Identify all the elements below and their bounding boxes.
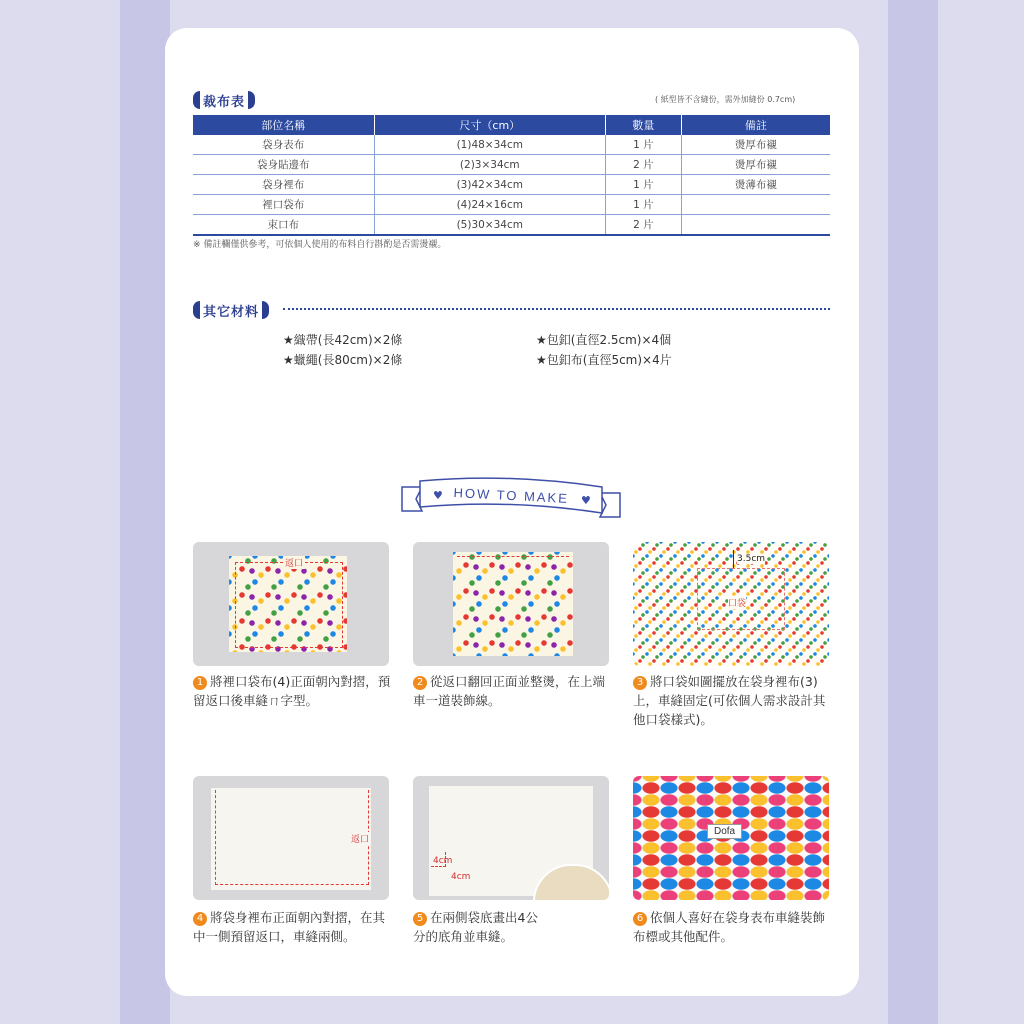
cell-note: 燙厚布襯 bbox=[681, 135, 830, 155]
step-1 bbox=[193, 672, 393, 710]
materials-divider bbox=[283, 308, 830, 310]
table-row bbox=[193, 175, 830, 195]
pocket-fabric bbox=[453, 552, 573, 656]
step1-photo bbox=[193, 542, 389, 666]
cell-part: 裡口袋布 bbox=[193, 195, 374, 215]
cut-table-header-row bbox=[193, 115, 830, 135]
step-text: 在兩側袋底畫出4公分的底角並車縫。 bbox=[413, 910, 538, 944]
step-6 bbox=[633, 908, 833, 946]
step-text: 依個人喜好在袋身表布車縫裝飾布標或其他配件。 bbox=[633, 910, 826, 944]
cell-qty: 2 片 bbox=[606, 215, 682, 236]
materials-heading bbox=[193, 301, 269, 319]
stitch-line bbox=[235, 562, 343, 648]
heart-icon: ♥ bbox=[581, 494, 591, 507]
cell-size: (2)3×34cm bbox=[374, 155, 606, 175]
step-text: 從返口翻回正面並整燙，在上端車一道裝飾線。 bbox=[413, 674, 606, 708]
material-item: ★包釦(直徑2.5cm)×4個 bbox=[536, 333, 672, 347]
step-number-badge: 3 bbox=[633, 676, 647, 690]
step6-photo bbox=[633, 776, 829, 900]
seam-allowance-note: ( 紙型皆不含縫份，需外加縫份 0.7cm) bbox=[655, 95, 796, 104]
table-row bbox=[193, 215, 830, 236]
cell-qty: 2 片 bbox=[606, 155, 682, 175]
opening-label: 返口 bbox=[283, 556, 305, 569]
cell-note: 燙薄布襯 bbox=[681, 175, 830, 195]
step2-photo bbox=[413, 542, 609, 666]
step-5 bbox=[413, 908, 543, 946]
opening-label: 返口 bbox=[351, 832, 369, 845]
cut-table-title: 裁布表 bbox=[203, 94, 246, 110]
step4-photo bbox=[193, 776, 389, 900]
topstitch-line bbox=[457, 556, 569, 557]
material-item: ★織帶(長42cm)×2條 bbox=[283, 333, 403, 347]
stitch-line bbox=[215, 790, 369, 885]
step-number-badge: 4 bbox=[193, 912, 207, 926]
table-row bbox=[193, 135, 830, 155]
step-number-badge: 6 bbox=[633, 912, 647, 926]
cell-size: (4)24×16cm bbox=[374, 195, 606, 215]
cell-size: (1)48×34cm bbox=[374, 135, 606, 155]
cell-qty: 1 片 bbox=[606, 135, 682, 155]
step-text: 將袋身裡布正面朝內對摺，在其中一側預留返口，車縫兩側。 bbox=[193, 910, 386, 944]
measure-line bbox=[733, 550, 734, 568]
cell-part: 束口布 bbox=[193, 215, 374, 236]
step-4 bbox=[193, 908, 393, 946]
header-quantity: 數量 bbox=[606, 115, 682, 135]
cell-size: (5)30×34cm bbox=[374, 215, 606, 236]
left-decor-band bbox=[120, 0, 170, 1024]
header-notes: 備註 bbox=[681, 115, 830, 135]
how-to-make-banner bbox=[400, 475, 622, 523]
cell-part: 袋身裡布 bbox=[193, 175, 374, 195]
material-item: ★包釦布(直徑5cm)×4片 bbox=[536, 353, 672, 367]
table-footnote: ※ 備註欄僅供參考，可依個人使用的布料自行斟酌是否需燙襯。 bbox=[193, 240, 447, 250]
corner-label-b: 4cm bbox=[451, 872, 471, 882]
materials-title: 其它材料 bbox=[203, 304, 260, 320]
step5-photo bbox=[413, 776, 609, 900]
measure-label: 3.5cm bbox=[737, 554, 766, 564]
cell-part: 袋身貼邊布 bbox=[193, 155, 374, 175]
cut-table bbox=[193, 115, 830, 236]
step-text: 將口袋如圖擺放在袋身裡布(3)上，車縫固定(可依個人需求設計其他口袋樣式)。 bbox=[633, 674, 826, 727]
cell-qty: 1 片 bbox=[606, 175, 682, 195]
cell-part: 袋身表布 bbox=[193, 135, 374, 155]
header-part-name: 部位名稱 bbox=[193, 115, 374, 135]
heart-icon: ♥ bbox=[433, 489, 443, 502]
cell-size: (3)42×34cm bbox=[374, 175, 606, 195]
cut-table-heading bbox=[193, 91, 255, 109]
step-text: 將裡口袋布(4)正面朝內對摺，預留返口後車縫ㄇ字型。 bbox=[193, 674, 391, 708]
cell-qty: 1 片 bbox=[606, 195, 682, 215]
step-number-badge: 2 bbox=[413, 676, 427, 690]
step-number-badge: 1 bbox=[193, 676, 207, 690]
right-decor-band bbox=[888, 0, 938, 1024]
corner-label-a: 4cm bbox=[433, 856, 453, 866]
step-3 bbox=[633, 672, 833, 729]
pocket-label: 口袋 bbox=[728, 596, 746, 609]
cell-note bbox=[681, 195, 830, 215]
banner-text: HOW TO MAKE bbox=[453, 484, 570, 507]
step-number-badge: 5 bbox=[413, 912, 427, 926]
step-2 bbox=[413, 672, 613, 710]
header-size: 尺寸（cm） bbox=[374, 115, 606, 135]
table-row bbox=[193, 155, 830, 175]
material-item: ★蠟繩(長80cm)×2條 bbox=[283, 353, 403, 367]
step3-photo bbox=[633, 542, 829, 666]
table-row bbox=[193, 195, 830, 215]
cell-note: 燙厚布襯 bbox=[681, 155, 830, 175]
cell-note bbox=[681, 215, 830, 236]
fabric-label-tag: Dofa bbox=[707, 824, 742, 839]
